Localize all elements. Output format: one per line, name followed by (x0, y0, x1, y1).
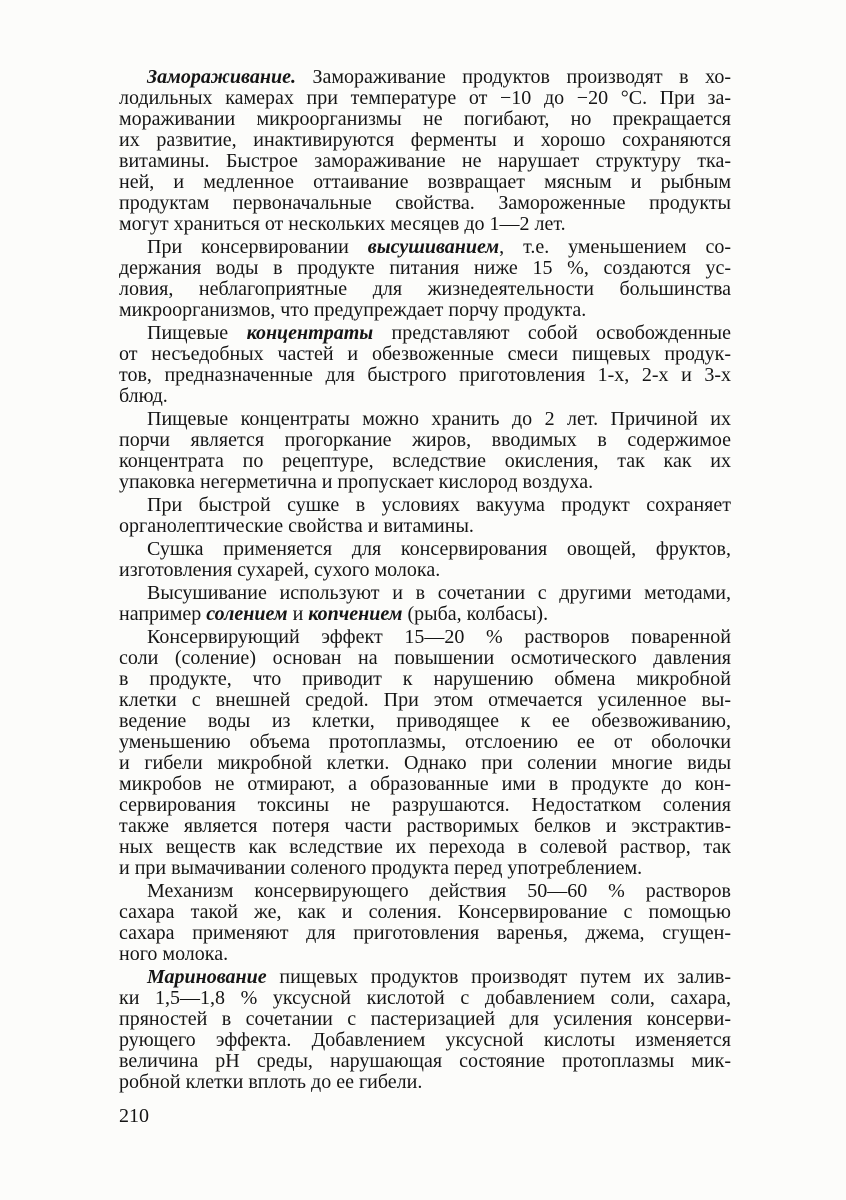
paragraph (119, 539, 731, 581)
text-line: держания воды в продукте питания ниже 15 %, создаются ус- (119, 257, 731, 279)
text-line (119, 237, 731, 258)
text-run: пищевых продуктов производят путем их залив- (266, 966, 731, 988)
text-run: и (287, 603, 309, 625)
text-line: рующего эффекта. Добавлением уксусной кислоты изменяется (119, 1029, 731, 1051)
text-line: мораживании микроорганизмы не погибают, но прекращается (119, 108, 731, 130)
text-line: Пищевые концентраты можно хранить до 2 лет. Причиной их (147, 408, 731, 430)
emphasized-term: высушиванием (367, 236, 500, 258)
text-line: пряностей в сочетании с пастеризацией для усиления консерви- (119, 1008, 731, 1030)
text-line: соли (соление) основан на повышении осмотического давления (119, 647, 731, 669)
text-line: Высушивание используют и в сочетании с другими методами, (147, 582, 731, 604)
text-line: величина pH среды, нарушающая состояние протоплазмы мик- (119, 1050, 731, 1072)
text-line: ных веществ как вследствие их перехода в солевой раствор, так (119, 836, 731, 858)
text-line: ней, и медленное оттаивание возвращает мясным и рыбным (119, 171, 731, 193)
text-line: также является потеря части растворимых белков и экстрактив- (119, 815, 731, 837)
paragraph (119, 67, 731, 235)
text-line: изготовления сухарей, сухого молока. (119, 559, 441, 581)
text-line: Консервирующий эффект 15—20 % растворов поваренной (147, 626, 731, 648)
text-line: ки 1,5—1,8 % уксусной кислотой с добавлением соли, сахара, (119, 987, 731, 1009)
text-run: представляют собой освобожденные (373, 322, 731, 344)
text-line: сервирования токсины не разрушаются. Недостатком соления (119, 794, 731, 816)
text-line: блюд. (119, 385, 168, 407)
text-line: микроорганизмов, что предупреждает порчу продукта. (119, 299, 587, 321)
emphasized-term: копчением (308, 603, 403, 625)
text-line: робной клетки вплоть до ее гибели. (119, 1071, 423, 1093)
text-line: упаковка негерметична и пропускает кислород воздуха. (119, 471, 594, 493)
text-line: микробов не отмирают, а образованные ими в продукте до кон- (119, 773, 731, 795)
text-line: ного молока. (119, 943, 229, 965)
text-line: их развитие, инактивируются ферменты и хорошо сохраняются (119, 129, 731, 151)
text-run: (рыба, колбасы). (402, 603, 549, 625)
text-line: ловия, неблагоприятные для жизнедеятельности большинства (119, 278, 731, 300)
text-line: ведение воды из клетки, приводящее к ее обезвоживанию, (119, 710, 731, 732)
text-line: Сушка применяется для консервирования овощей, фруктов, (147, 538, 731, 560)
text-line: могут храниться от нескольких месяцев до 1—2 лет. (119, 213, 566, 235)
paragraph (119, 409, 731, 493)
text-line (119, 604, 731, 625)
text-run: Замораживание продуктов производят в хо- (295, 66, 731, 88)
emphasized-term: концентраты (246, 322, 374, 344)
emphasized-term: Маринование (147, 966, 267, 988)
text-line: клетки с внешней средой. При этом отмечается усиленное вы- (119, 689, 731, 711)
text-run: , т.е. уменьшением со- (499, 236, 731, 258)
text-line: уменьшению объема протоплазмы, отслоению ее от оболочки (119, 731, 731, 753)
text-line (119, 323, 731, 344)
text-line: от несъедобных частей и обезвоженные смеси пищевых продук- (119, 343, 731, 365)
text-line: сахара применяют для приготовления варенья, джема, сгущен- (119, 922, 731, 944)
text-run: Пищевые (147, 322, 247, 344)
text-line: тов, предназначенные для быстрого приготовления 1-х, 2-х и 3-х (119, 364, 731, 386)
text-line: и при вымачивании соленого продукта перед употреблением. (119, 857, 643, 879)
paragraph (119, 237, 731, 321)
paragraph (119, 583, 731, 625)
text-line: При быстрой сушке в условиях вакуума продукт сохраняет (147, 494, 731, 516)
page-text (119, 67, 731, 1095)
paragraph (119, 627, 731, 879)
text-line: концентрата по рецептуре, вследствие окисления, так как их (119, 450, 731, 472)
paragraph (119, 495, 731, 537)
page-number: 210 (119, 1105, 149, 1127)
text-line (119, 967, 731, 988)
emphasized-term: Замораживание. (147, 66, 296, 88)
text-line: продуктам первоначальные свойства. Замороженные продукты (119, 192, 731, 214)
text-line: витамины. Быстрое замораживание не нарушает структуру тка- (119, 150, 731, 172)
paragraph (119, 881, 731, 965)
text-line: порчи является прогоркание жиров, вводимых в содержимое (119, 429, 731, 451)
paragraph (119, 967, 731, 1093)
text-line: сахара такой же, как и соления. Консервирование с помощью (119, 901, 731, 923)
text-line: органолептические свойства и витамины. (119, 515, 474, 537)
text-run: При консервировании (147, 236, 368, 258)
text-line (119, 67, 731, 88)
text-run: например (119, 603, 207, 625)
text-line: в продукте, что приводит к нарушению обмена микробной (119, 668, 731, 690)
text-line: лодильных камерах при температуре от −10 до −20 °С. При за- (119, 87, 731, 109)
text-line: и гибели микробной клетки. Однако при солении многие виды (119, 752, 731, 774)
text-line: Механизм консервирующего действия 50—60 % растворов (147, 880, 731, 902)
paragraph (119, 323, 731, 407)
emphasized-term: солением (206, 603, 288, 625)
